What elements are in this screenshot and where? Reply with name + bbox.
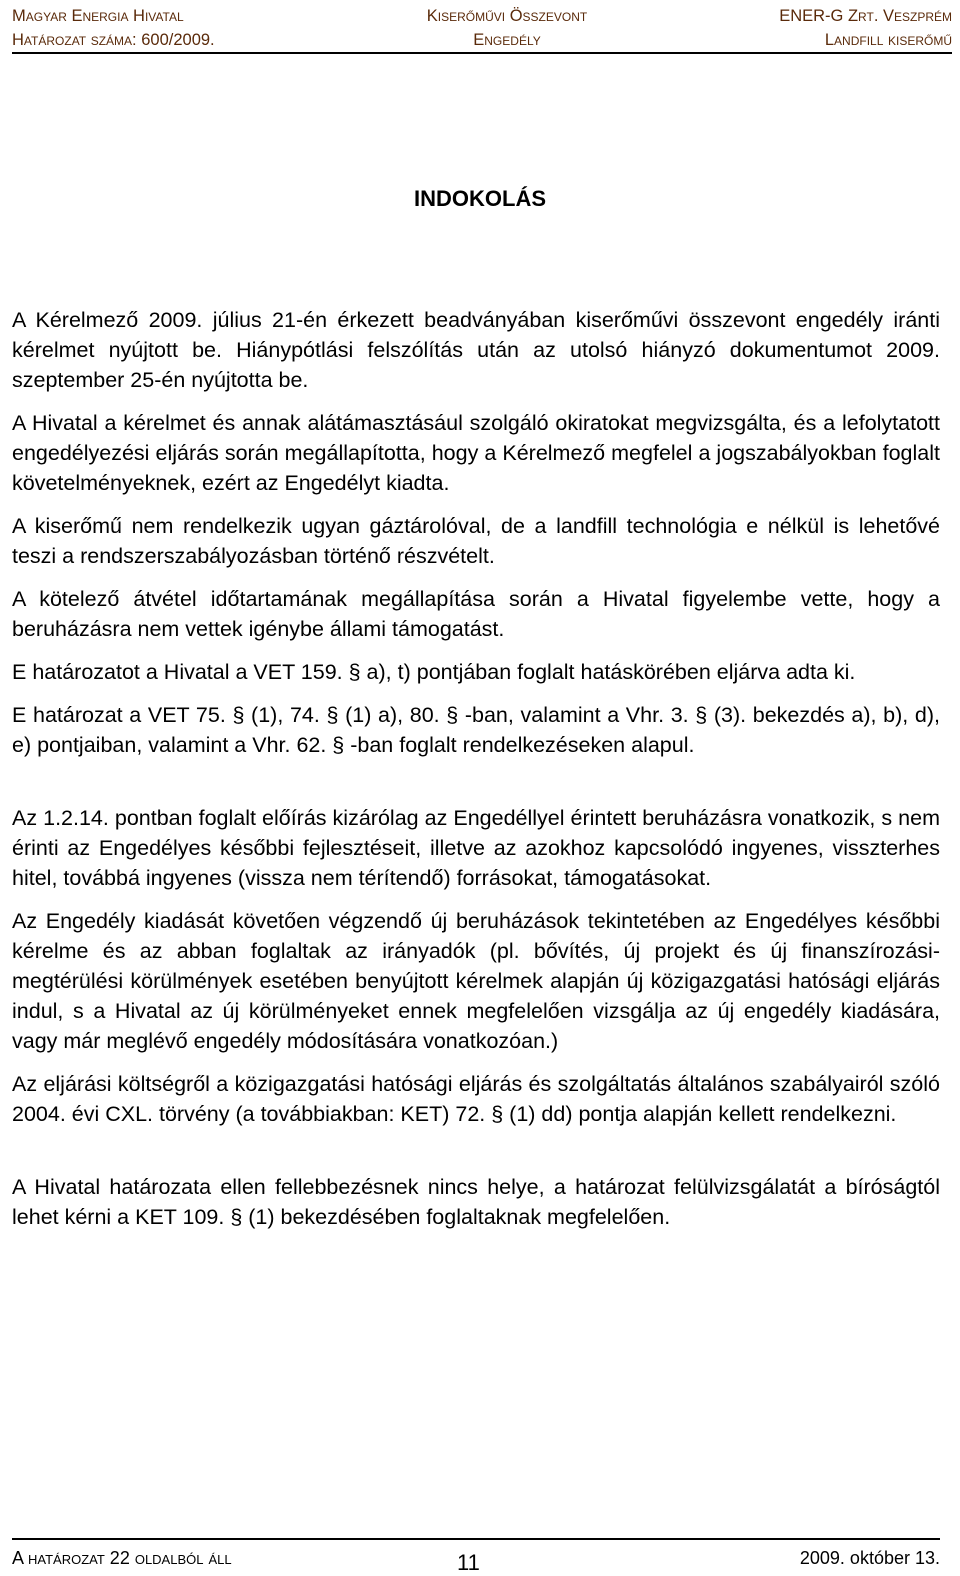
header-decision-number: Határozat száma: 600/2009.: [12, 31, 215, 49]
header-authority-name: Magyar Energia Hivatal: [12, 7, 184, 25]
page-header: [12, 4, 952, 54]
header-licensee: [779, 4, 952, 52]
header-authority: [12, 4, 215, 52]
paragraph-submission: A Kérelmező 2009. július 21-én érkezett beadványában kiserőművi összevont engedély iránti kérelmet nyújtott be. Hiánypótlási felszólítás után az utolsó hiányzó dokumentumot 2009. szeptember 25-én nyújtotta be.: [12, 308, 940, 392]
paragraph-mandatory-offtake: A kötelező átvétel időtartamának megállapítása során a Hivatal figyelembe vette, hogy a beruházásra nem vettek igénybe állami támogatást.: [12, 587, 940, 641]
footer-page-number: 11: [457, 1550, 480, 1575]
section-title: INDOKOLÁS: [414, 186, 546, 211]
paragraph-procedural-costs: Az eljárási költségről a közigazgatási hatósági eljárás és szolgáltatás általános szabályairól szóló 2004. évi CXL. törvény (a továbbiakban: KET) 72. § (1) dd) pontja alapján kellett rendelkezni.: [12, 1072, 940, 1126]
paragraph-gas-storage: A kiserőmű nem rendelkezik ugyan gáztárolóval, de a landfill technológia e nélkül is lehetővé teszi a rendszerszabályozásban történő részvételt.: [12, 514, 940, 568]
page-footer: [12, 1538, 940, 1575]
paragraph-legal-basis: E határozat a VET 75. § (1), 74. § (1) a), 80. § -ban, valamint a Vhr. 3. § (3). bekezdés a), b), d), e) pontjaiban, valamint a Vhr. 62. § -ban foglalt rendelkezéseken alapul.: [12, 703, 940, 757]
paragraph-appeal: A Hivatal határozata ellen fellebbezésnek nincs helye, a határozat felülvizsgálatát a bíróságtól lehet kérni a KET 109. § (1) bekezdésében foglaltaknak megfelelően.: [12, 1175, 940, 1229]
header-license-type: [382, 4, 632, 52]
paragraph-future-investments: Az Engedély kiadását követően végzendő új beruházások tekintetében az Engedélyes későbbi kérelme és az abban foglaltak az irányadók (pl. bővítés, új projekt és új finanszírozási-megtérülési körülmények esetében benyújtott kérelmek alapján új közigazgatási hatósági eljárás indul, s a Hivatal az új körülményeket ennek megfelelően vizsgálja az új engedély kiadására, vagy már meglévő engedély módosítására vonatkozóan.): [12, 909, 940, 1053]
paragraph-competence: E határozatot a Hivatal a VET 159. § a), t) pontjában foglalt hatáskörében eljárva adta ki.: [12, 660, 856, 684]
header-license-type-line1: Kiserőművi Összevont: [426, 7, 588, 25]
header-plant-name: Landfill kiserőmű: [824, 31, 952, 49]
paragraph-review: A Hivatal a kérelmet és annak alátámasztásául szolgáló okiratokat megvizsgálta, és a lefolytatott engedélyezési eljárás során megállapította, hogy a Kérelmező megfelel a jogszabályokban foglalt követelményeknek, ezért az Engedélyt kiadta.: [12, 411, 940, 495]
footer-date: 2009. október 13.: [799, 1548, 940, 1568]
header-licensee-name: ENER-G Zrt. Veszprém: [779, 7, 952, 25]
header-license-type-line2: Engedély: [473, 31, 541, 49]
document-body: [12, 305, 940, 1232]
paragraph-scope: Az 1.2.14. pontban foglalt előírás kizárólag az Engedéllyel érintett beruházásra vonatkozik, s nem érinti az Engedélyes későbbi fejlesztéseit, illetve az azokhoz kapcsolódó ingyenes, visszterhes hitel, továbbá ingyenes (vissza nem térítendő) forrásokat, támogatásokat.: [12, 806, 940, 890]
footer-page-count: A határozat 22 oldalból áll: [12, 1548, 232, 1568]
